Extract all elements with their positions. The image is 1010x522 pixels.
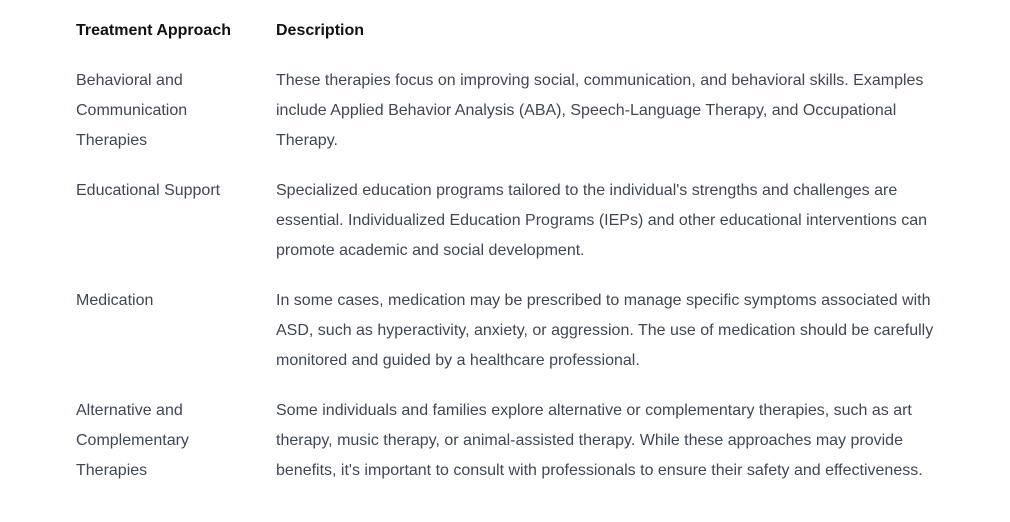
table-header [76,16,956,66]
header-treatment-approach: Treatment Approach [76,22,231,39]
header-row [76,16,956,66]
row-approach: Behavioral and Communication Therapies [76,72,188,149]
row-description: Some individuals and families explore alternative or complementary therapies, such as art therapy, music therapy, or animal-assisted therapy. While these approaches may provide benefits, it's important to consult with professionals to ensure their safety and effectiveness. [276,402,923,479]
row-approach: Educational Support [76,182,221,199]
table-body [76,66,956,506]
header-description: Description [276,22,365,39]
table-row [76,176,956,286]
row-approach: Medication [76,292,154,309]
row-description: Specialized education programs tailored to the individual's strengths and challenges are essential. Individualized Education Programs (IEPs) and other educational interventions can promote academic and social development. [276,182,928,259]
row-approach: Alternative and Complementary Therapies [76,402,189,479]
treatment-table [76,16,956,506]
table-row [76,286,956,396]
treatment-table-container [76,16,956,506]
row-description: In some cases, medication may be prescribed to manage specific symptoms associated with ASD, such as hyperactivity, anxiety, or aggression. The use of medication should be carefully monitored and guided by a healthcare professional. [276,292,934,369]
row-description: These therapies focus on improving social, communication, and behavioral skills. Examples include Applied Behavior Analysis (ABA), Speech-Language Therapy, and Occupational Therapy. [276,72,924,149]
table-row [76,396,956,506]
table-row [76,66,956,176]
